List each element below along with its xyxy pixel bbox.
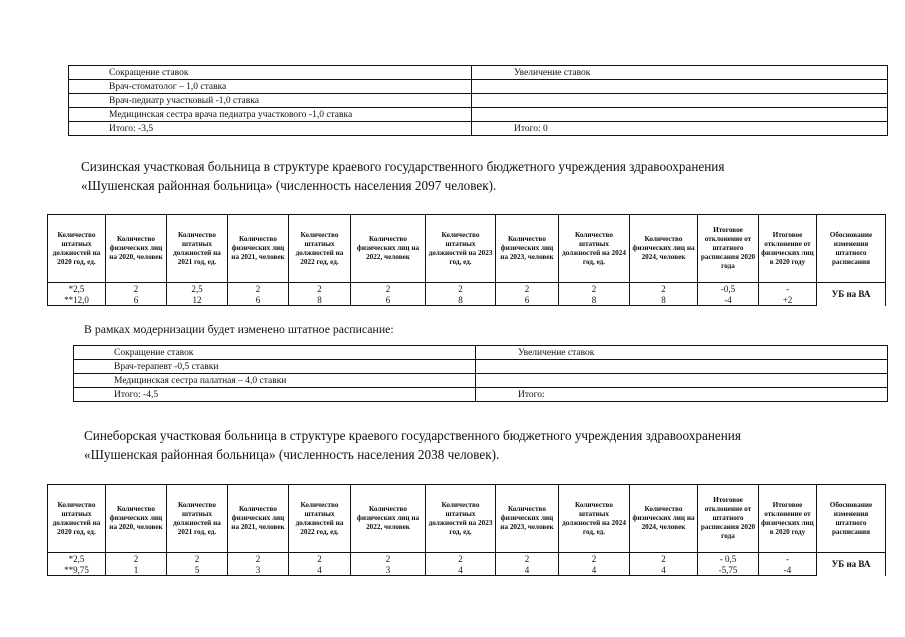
table-total-row: [74, 388, 888, 402]
table-cell: -: [759, 553, 817, 565]
table-row: [69, 108, 888, 122]
increase-header: Увеличение ставок: [472, 66, 888, 80]
table-cell: 2: [289, 553, 351, 565]
staff-changes-table-top: [68, 65, 888, 136]
table-row: [48, 553, 886, 565]
table-cell: 4: [559, 564, 630, 576]
table-cell: 2: [228, 283, 289, 295]
table-cell: 2: [630, 283, 698, 295]
table-cell: 6: [496, 294, 559, 306]
column-header: Количество физических лиц на 2024, человек: [630, 215, 698, 283]
column-header: Обоснование изменения штатного расписания: [817, 485, 886, 553]
column-header: Количество штатных должностей на 2022 год, ед.: [289, 485, 351, 553]
column-header: Количество штатных должностей на 2023 год, ед.: [426, 215, 496, 283]
column-header: Количество физических лиц на 2022, человек: [351, 485, 426, 553]
heading-line: Сизинская участковая больница в структуре краевого государственного бюджетного учреждения здравоохранения: [81, 159, 725, 174]
table-cell: 4: [630, 564, 698, 576]
reduction-total: Итого: -3,5: [69, 122, 472, 136]
column-header: Количество штатных должностей на 2021 год, ед.: [167, 215, 228, 283]
table-header-row: [74, 346, 888, 360]
table-row: [74, 360, 888, 374]
table-cell: -4: [759, 564, 817, 576]
column-header: Количество штатных должностей на 2020 год, ед.: [48, 215, 106, 283]
table-cell: **9,75: [48, 564, 106, 576]
column-header: Количество физических лиц на 2021, человек: [228, 215, 289, 283]
table-cell: 8: [426, 294, 496, 306]
increase-total: Итого:: [476, 388, 888, 402]
increase-cell: [472, 80, 888, 94]
table-cell: 2: [106, 553, 167, 565]
modernization-note: В рамках модернизации будет изменено штатное расписание:: [84, 322, 394, 336]
table-row: [69, 94, 888, 108]
table-cell: 2: [228, 553, 289, 565]
column-header: Итоговое отклонение от штатного расписания 2020 года: [698, 215, 759, 283]
increase-total: Итого: 0: [472, 122, 888, 136]
table-cell: 2: [351, 283, 426, 295]
increase-header: Увеличение ставок: [476, 346, 888, 360]
reduction-cell: Врач-стоматолог – 1,0 ставка: [69, 80, 472, 94]
table-header-row: [48, 215, 886, 283]
table-row: [48, 564, 886, 576]
staffing-table-sineborskaya: [47, 484, 886, 576]
table-cell: 4: [289, 564, 351, 576]
table-cell: 2,5: [167, 283, 228, 295]
column-header: Итоговое отклонение от физических лиц в 2020 году: [759, 215, 817, 283]
table-cell: 2: [559, 553, 630, 565]
section-heading-sizinskaya: [81, 157, 891, 195]
table-cell: 4: [496, 564, 559, 576]
increase-cell: [472, 94, 888, 108]
heading-line: Синеборская участковая больница в структуре краевого государственного бюджетного учреждения здравоохранения: [84, 428, 741, 443]
table-cell: 8: [559, 294, 630, 306]
table-cell: 2: [106, 283, 167, 295]
reduction-cell: Врач-терапевт -0,5 ставки: [74, 360, 476, 374]
table-cell: 5: [167, 564, 228, 576]
reduction-header: Сокращение ставок: [69, 66, 472, 80]
table-cell: 2: [496, 283, 559, 295]
table-cell: 6: [351, 294, 426, 306]
table-cell: 6: [228, 294, 289, 306]
table-cell: - 0,5: [698, 553, 759, 565]
table-cell: 2: [426, 283, 496, 295]
staffing-table-sizinskaya: [47, 214, 886, 306]
column-header: Количество физических лиц на 2020, человек: [106, 485, 167, 553]
column-header: Количество физических лиц на 2021, человек: [228, 485, 289, 553]
table-cell: 2: [559, 283, 630, 295]
table-cell: -0,5: [698, 283, 759, 295]
table-cell: 2: [351, 553, 426, 565]
table-cell: 2: [167, 553, 228, 565]
table-cell: 3: [228, 564, 289, 576]
table-cell: 6: [106, 294, 167, 306]
column-header: Количество физических лиц на 2022, человек: [351, 215, 426, 283]
table-total-row: [69, 122, 888, 136]
table-cell: 12: [167, 294, 228, 306]
column-header: Количество физических лиц на 2020, человек: [106, 215, 167, 283]
heading-line: «Шушенская районная больница» (численность населения 2097 человек).: [81, 178, 497, 193]
column-header: Количество штатных должностей на 2022 год, ед.: [289, 215, 351, 283]
section-heading-sineborskaya: [84, 426, 894, 464]
table-row: [69, 80, 888, 94]
column-header: Количество штатных должностей на 2020 год, ед.: [48, 485, 106, 553]
table-cell: 2: [289, 283, 351, 295]
column-header: Количество штатных должностей на 2021 год, ед.: [167, 485, 228, 553]
column-header: Количество штатных должностей на 2023 год, ед.: [426, 485, 496, 553]
table-cell: 2: [426, 553, 496, 565]
table-cell: -4: [698, 294, 759, 306]
column-header: Итоговое отклонение от физических лиц в 2020 году: [759, 485, 817, 553]
table-row: [74, 374, 888, 388]
basis-cell: УБ на ВА: [817, 283, 886, 306]
reduction-cell: Медицинская сестра врача педиатра участкового -1,0 ставка: [69, 108, 472, 122]
reduction-cell: Медицинская сестра палатная – 4,0 ставки: [74, 374, 476, 388]
column-header: Итоговое отклонение от штатного расписания 2020 года: [698, 485, 759, 553]
table-row: [48, 294, 886, 306]
increase-cell: [472, 108, 888, 122]
reduction-header: Сокращение ставок: [74, 346, 476, 360]
table-cell: 1: [106, 564, 167, 576]
table-cell: *2,5: [48, 553, 106, 565]
table-cell: **12,0: [48, 294, 106, 306]
increase-cell: [476, 374, 888, 388]
column-header: Количество физических лиц на 2023, человек: [496, 215, 559, 283]
staff-changes-table-sizinskaya: [73, 345, 888, 402]
heading-line: «Шушенская районная больница» (численность населения 2038 человек).: [84, 447, 500, 462]
table-header-row: [69, 66, 888, 80]
table-cell: -: [759, 283, 817, 295]
table-cell: 4: [426, 564, 496, 576]
increase-cell: [476, 360, 888, 374]
table-cell: 8: [630, 294, 698, 306]
table-cell: 3: [351, 564, 426, 576]
basis-cell: УБ на ВА: [817, 553, 886, 576]
table-cell: 2: [496, 553, 559, 565]
column-header: Количество физических лиц на 2024, человек: [630, 485, 698, 553]
table-cell: *2,5: [48, 283, 106, 295]
column-header: Количество физических лиц на 2023, человек: [496, 485, 559, 553]
column-header: Количество штатных должностей на 2024 год, ед.: [559, 485, 630, 553]
table-row: [48, 283, 886, 295]
table-cell: -5,75: [698, 564, 759, 576]
column-header: Количество штатных должностей на 2024 год, ед.: [559, 215, 630, 283]
table-cell: 8: [289, 294, 351, 306]
table-cell: +2: [759, 294, 817, 306]
table-cell: 2: [630, 553, 698, 565]
reduction-cell: Врач-педиатр участковый -1,0 ставка: [69, 94, 472, 108]
table-header-row: [48, 485, 886, 553]
column-header: Обоснование изменения штатного расписания: [817, 215, 886, 283]
reduction-total: Итого: -4,5: [74, 388, 476, 402]
